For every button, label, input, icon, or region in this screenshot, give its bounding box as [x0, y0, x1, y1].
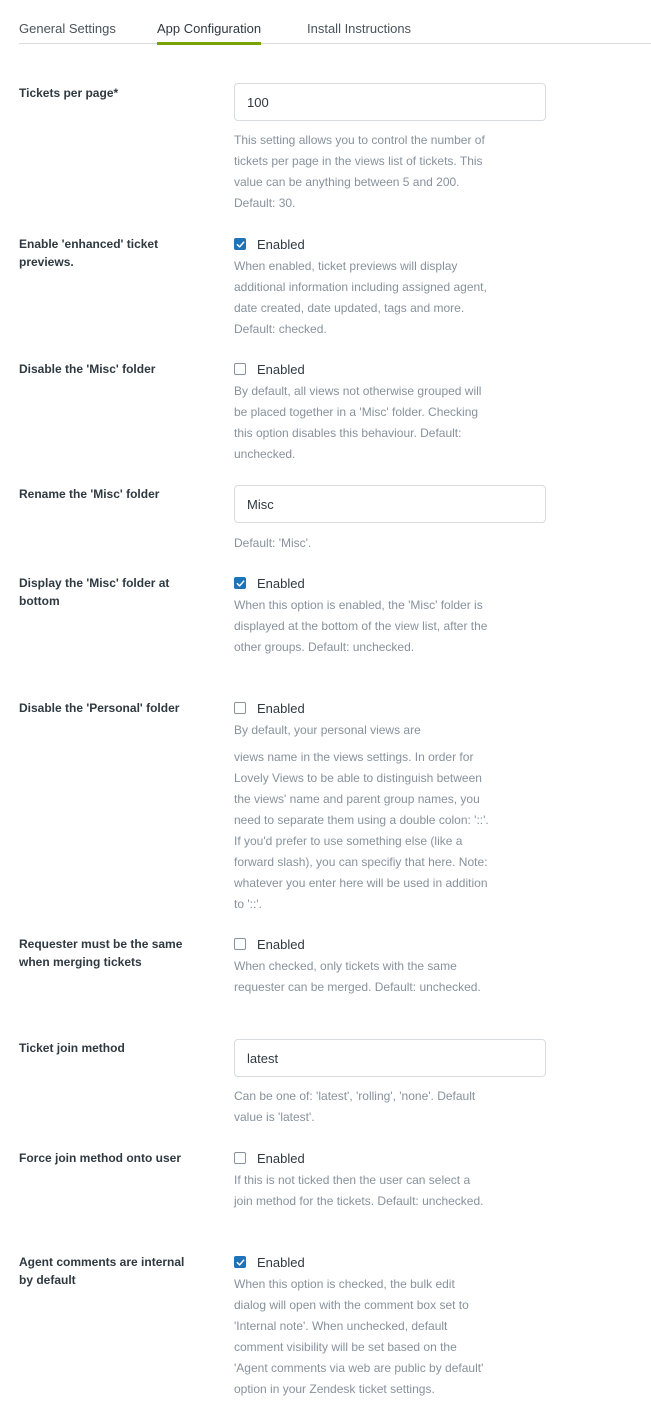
setting-label: Disable the 'Personal' folder [19, 701, 180, 715]
setting-help: If this is not ticked then the user can select a join method for the tickets. Default: unchecked. [234, 1173, 484, 1208]
checkbox-box[interactable] [234, 238, 246, 250]
checkmark-icon [236, 1258, 245, 1267]
disable-misc-checkbox[interactable] [234, 361, 305, 377]
setting-help: When checked, only tickets with the same requester can be merged. Default: unchecked. [234, 959, 481, 994]
checkbox-box[interactable] [234, 938, 246, 950]
setting-help: Default: 'Misc'. [234, 536, 312, 550]
checkbox-label: Enabled [257, 1150, 305, 1166]
setting-label: Agent comments are internal by default [19, 1255, 185, 1287]
setting-help: When enabled, ticket previews will display additional information including assigned agent, date created, date updated, tags and more. Default: checked. [234, 259, 487, 336]
setting-label: Display the 'Misc' folder at bottom [19, 576, 170, 608]
checkbox-box[interactable] [234, 702, 246, 714]
setting-label: Disable the 'Misc' folder [19, 362, 156, 376]
setting-label: Requester must be the same when merging tickets [19, 937, 183, 969]
tickets-per-page-input[interactable] [234, 83, 546, 121]
checkbox-label: Enabled [257, 236, 305, 252]
internal-comments-checkbox[interactable] [234, 1254, 305, 1270]
setting-help: This setting allows you to control the number of tickets per page in the views list of tickets. This value can be anything between 5 and 200. Default: 30. [234, 133, 485, 210]
checkmark-icon [236, 240, 245, 249]
misc-bottom-checkbox[interactable] [234, 575, 305, 591]
checkbox-label: Enabled [257, 575, 305, 591]
tab-bar [19, 0, 651, 44]
checkbox-label: Enabled [257, 1254, 305, 1270]
setting-help: When this option is checked, the bulk edit dialog will open with the comment box set to 'Internal note'. When unchecked, default comment visibility will be set based on the 'Agent comments via web are public by default' option in your Zendesk ticket settings. [234, 1277, 484, 1396]
checkbox-label: Enabled [257, 700, 305, 716]
tab-app-configuration[interactable]: App Configuration [157, 21, 261, 45]
join-method-input[interactable] [234, 1039, 546, 1077]
setting-help: When this option is enabled, the 'Misc' folder is displayed at the bottom of the view list, after the other groups. Default: unchecked. [234, 598, 488, 654]
setting-help: Can be one of: 'latest', 'rolling', 'none'. Default value is 'latest'. [234, 1089, 476, 1124]
setting-label: Rename the 'Misc' folder [19, 487, 160, 501]
checkmark-icon [236, 579, 245, 588]
enhanced-previews-checkbox[interactable] [234, 236, 305, 252]
checkbox-box[interactable] [234, 363, 246, 375]
tab-install-instructions[interactable]: Install Instructions [307, 21, 412, 36]
force-join-checkbox[interactable] [234, 1150, 305, 1166]
tab-general-settings[interactable]: General Settings [19, 21, 116, 36]
rename-misc-input[interactable] [234, 485, 546, 523]
setting-help-line1: By default, your personal views are [234, 723, 421, 737]
setting-help-rest: views name in the views settings. In order for Lovely Views to be able to distinguish between the views' name and parent group names, you need to separate them using a double colon: '::'. If you'd prefer to use something else (like a forward slash), you can specifiy that here. Note: whatever you enter here will be used in addition to '::'. [234, 750, 489, 911]
checkbox-box[interactable] [234, 577, 246, 589]
requester-same-checkbox[interactable] [234, 936, 305, 952]
checkbox-box[interactable] [234, 1152, 246, 1164]
setting-help: By default, all views not otherwise grouped will be placed together in a 'Misc' folder. Checking this option disables this behaviour. Default: unchecked. [234, 384, 482, 461]
setting-label: Ticket join method [19, 1041, 125, 1055]
setting-label: Force join method onto user [19, 1151, 182, 1165]
setting-label: Tickets per page* [19, 86, 119, 100]
checkbox-label: Enabled [257, 361, 305, 377]
setting-label: Enable 'enhanced' ticket previews. [19, 237, 159, 269]
checkbox-label: Enabled [257, 936, 305, 952]
disable-personal-checkbox[interactable] [234, 700, 305, 716]
checkbox-box[interactable] [234, 1256, 246, 1268]
